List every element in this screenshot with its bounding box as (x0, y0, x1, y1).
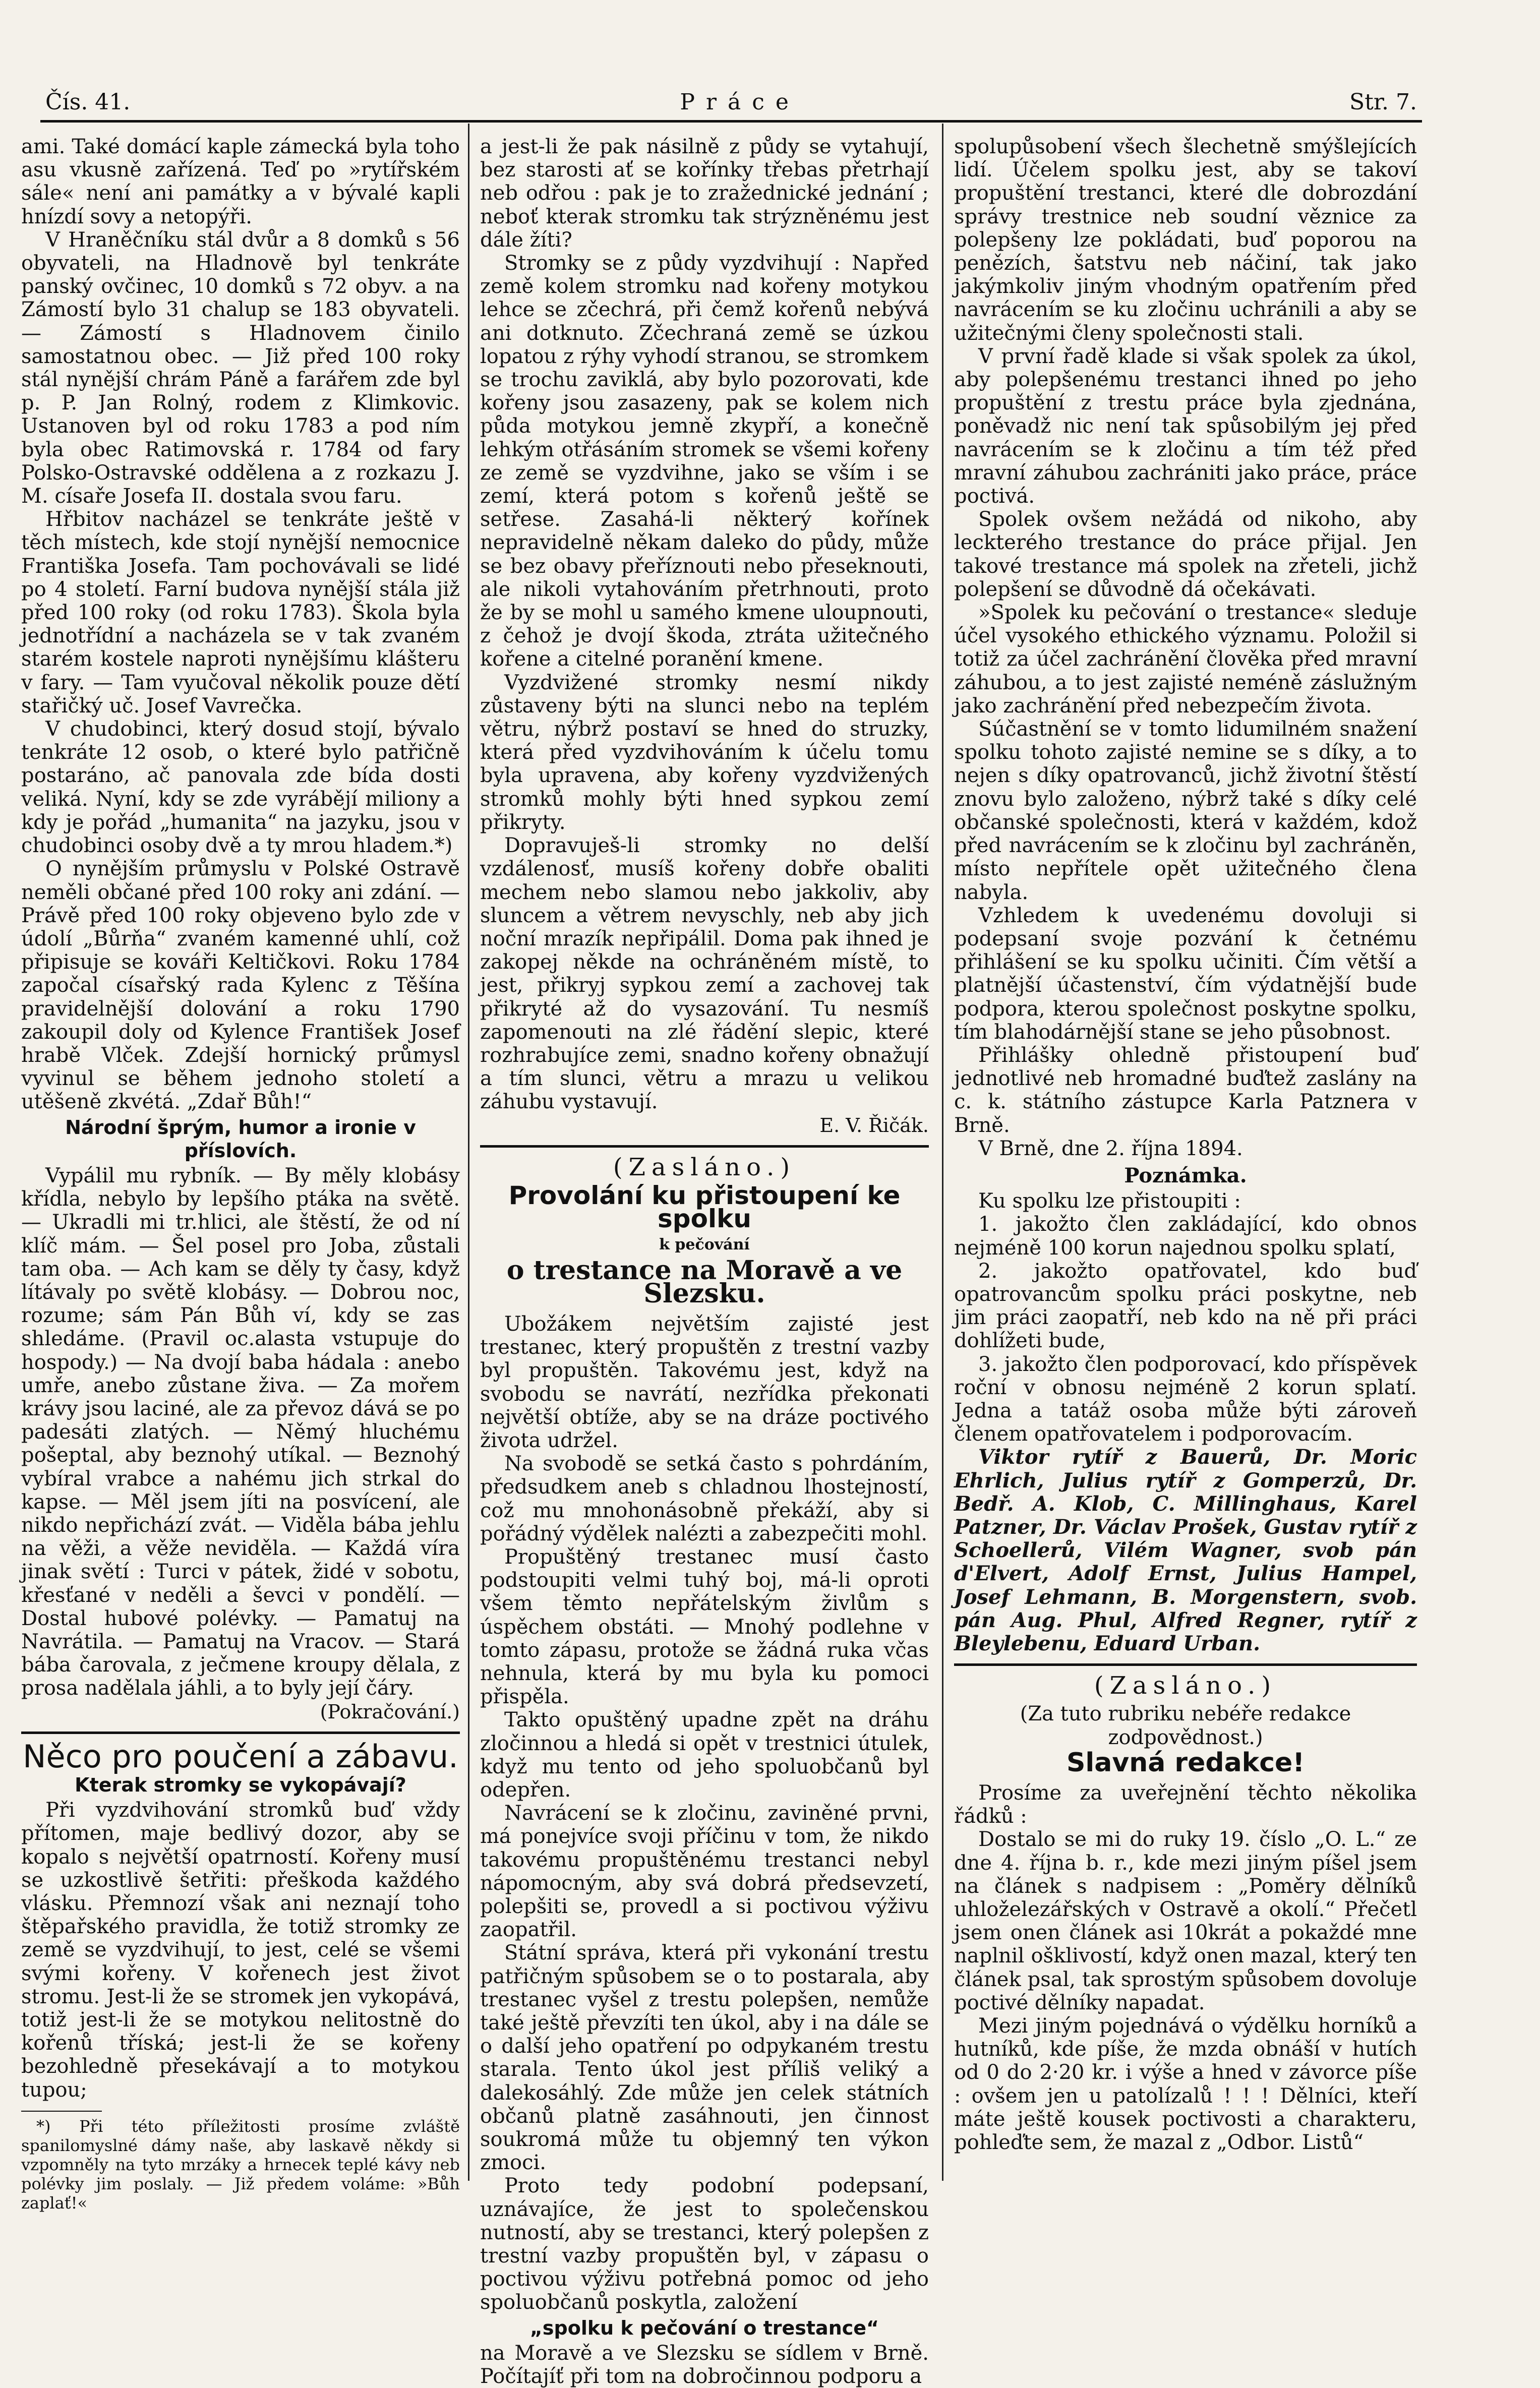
header-rule (40, 120, 1422, 123)
section-rule (480, 1145, 929, 1148)
proclamation-subheading: k pečování (659, 1236, 750, 1254)
paragraph: Státní správa, která při vykonání trestu patřičným spůsobem se o to postarala, aby trestanec vyšel z trestu polepšen, nemůže také ještě převzíti ten úkol, aby i na dále se o další jeho opatření po odpykaném trestu starala. Tento úkol jest příliš veliký a dalekosáhlý. Zde může jen celek státních občanů platně zasáhnouti, jen činnost soukromá může tu objemný ten výkon zmoci. (480, 1941, 929, 2175)
paragraph: Navrácení se k zločinu, zaviněné prvni, má ponejvíce svoji příčinu v tom, že nikdo takovému propuštěnému trestanci nebyl nápomocným, aby svá dobrá předsevzetí, polepšiti se, provedl a si poctivou výživu zaopatřil. (480, 1802, 929, 1942)
note-title: Poznámka. (1124, 1163, 1247, 1187)
author-signature: E. V. Řičák. (819, 1114, 929, 1137)
column-divider-2 (942, 124, 943, 2181)
footnote-text: *) Při této příležitosti prosíme zvláště spanilomyslné dámy naše, aby laskavě někdy si vzpomněly na tyto mrzáky a hrnecek teplé kávy neb polévky jim poslaly. — Již předem voláme: »Bůh zaplať!« (21, 2116, 460, 2213)
issue-number: Čís. 41. (45, 89, 131, 115)
dateline: V Brně, dne 2. října 1894. (978, 1137, 1243, 1160)
zaslano-label: (Zasláno.) (1094, 1671, 1277, 1700)
column-3 (954, 135, 1417, 2172)
note-intro: Ku spolku lze přistoupiti : (978, 1189, 1241, 1213)
society-name: „spolku k pečování o trestance“ (529, 2316, 879, 2339)
paragraph: Hřbitov nacházel se tenkráte ještě v těch místech, kde stojí nynější nemocnice Františka Josefa. Tam pochovávali se lidé po 4 století. Farní budova nynější stála již před 100 roky (od roku 1783). Škola byla jednotřídní a nacházela se v tak zvaném starém kostele naproti nynějšímu klášteru v fary. — Tam vyučoval několik pouze dětí stařičký uč. Josef Vavrečka. (21, 508, 460, 718)
footnote (21, 2117, 460, 2213)
subheading-trees: Kterak stromky se vykopávají? (75, 1774, 406, 1797)
proclamation-heading: Provolání ku přistoupení ke spolku (508, 1180, 901, 1234)
proclamation-heading-2: o trestance na Moravě a ve Slezsku. (506, 1255, 903, 1309)
paragraph: na Moravě a ve Slezsku se sídlem v Brně. Počítajíť při tom na dobročinnou podporu a (480, 2341, 929, 2388)
paragraph: V první řadě klade si však spolek za úkol, aby polepšenému trestanci ihned po jeho propuštění z trestu práce byla zjednána, poněvadž nic není tak spůsobilým jej před navrácením se k zločinu a tím též před mravní záhubou zachrániti jako práce, práce poctivá. (954, 344, 1417, 508)
paragraph: Vypálil mu rybník. — By měly klobásy křídla, nebylo by lepšího ptáka na světě. — Ukradli mi tr.hlici, ale štěstí, že od ní klíč mám. — Šel posel pro Joba, zůstali tam oba. — Ach kam se děly ty časy, když lítávaly po světě klobásy. — Dobrou noc, rozume; sám Pán Bůh ví, kdy se zas shledáme. (Pravil oc.alasta vstupuje do hospody.) — Na dvojí baba hádala : anebo umře, anebo zůstane živa. — Za mořem krávy jsou laciné, ale za převoz dává se po padesáti zlatých. — Němý hluchému pošeptal, aby beznohý utíkal. — Beznohý vybíral vrabce a nahému jich strkal do kapse. — Měl jsem jíti na posvícení, ale nikdo nepřichází zvát. — Viděla bába jehlu na věži, a věže neviděla. — Každá víra jinak světí : Turci v pátek, židé v sobotu, křesťané v neděli a ševci v pondělí. — Dostal hubové polévky. — Pamatuj na Navrátila. — Pamatuj na Vracov. — Stará bába čarovala, z ječmene kroupy dělala, z prosa nadělala jáhli, a to byly její čáry. (21, 1164, 460, 1700)
signatories: Viktor rytíř z Bauerů, Dr. Moric Ehrlich, Julius rytíř z Gomperzů, Dr. Bedř. A. Klob, C. Millinghaus, Karel Patzner, Dr. Václav Prošek, Gustav rytíř z Schoellerů, Vilém Wagner, svob pán d'Elvert, Adolf Ernst, Julius Hampel, Josef Lehmann, B. Morgenstern, svob. pán Aug. Phul, Alfred Regner, rytíř z Bleylebenu, Eduard Urban. (954, 1445, 1417, 1655)
column-1 (21, 135, 460, 2213)
column-2 (480, 135, 929, 2388)
zaslano-label: (Zasláno.) (613, 1153, 796, 1181)
paragraph: Na svobodě se setká často s pohrdáním, předsudkem aneb s chladnou lhostejností, což mu mnohonásobně překáží, aby si pořádný výdělek nalézti a zabezpečiti mohl. (480, 1452, 929, 1545)
paragraph: Stromky se z půdy vyzdvihují : Napřed země kolem stromku nad kořeny motykou lehce se zčechrá, při čemž kořenů nebývá ani dotknuto. Zčechraná země se úzkou lopatou z rýhy vyhodí stranou, se stromkem se trochu zaviklá, aby bylo pozorovati, kde kořeny jsou zasazeny, pak se kolem nich půda motykou jemně zkypří, a konečně lehkým otřásáním stromek se všemi kořeny ze země se vyzdvihne, jako se vším i se zemí, která potom s kořenů ještě se setřese. Zasahá-li některý kořínek nepravidelně někam daleko do půdy, může se bez obavy přeříznouti nebo přeseknouti, ale nikoli vytahováním přetrhnouti, proto že by se mohl u samého kmene uloupnouti, z čehož je dvojí škoda, ztráta užitečného kořene a citelné poranění kmene. (480, 252, 929, 671)
newspaper-title: Práce (680, 89, 800, 115)
paragraph: Prosíme za uveřejnění těchto několika řádků : (954, 1781, 1417, 1828)
membership-item-3: 3. jakožto člen podporovací, kdo příspěvek roční v obnosu nejméně 2 korun splatí. Jedna a tatáž osoba může býti zároveň členem opatřovatelem i podporovacím. (954, 1352, 1417, 1446)
paragraph: Dopravuješ-li stromky no delší vzdálenosť, musíš kořeny dobře obaliti mechem nebo slamou nebo jakkoliv, aby sluncem a větrem nevyschly, neb aby jich noční mrazík nepřipálil. Doma pak ihned je zakopej někde na ochráněném místě, to jest, přikryj sypkou zemí a zachovej tak přikryté až do vysazování. Tu nesmíš zapomenouti na zlé řádění slepic, které rozhrabujíce zemi, snadno kořeny obnažují a tím slunci, větru a mrazu u velikou záhubu vystavují. (480, 834, 929, 1114)
paragraph: Takto opuštěný upadne zpět na dráhu zločinnou a hledá si opět v trestnici útulek, když mu tento od jeho spoluobčanů byl odepřen. (480, 1708, 929, 1802)
paragraph: Mezi jiným pojednává o výdělku horníků a hutníků, kde píše, že mzda obnáší v hutích od 0 do 2·20 kr. i výše a hned v závorce píše : ovšem jen u patolízalů ! ! ! Dělníci, kteří máte ještě kousek poctivosti a charakteru, pohleďte sem, že mazal z „Odbor. Listů“ (954, 2014, 1417, 2155)
paragraph: Vzhledem k uvedenému dovoluji si podepsaní svoje pozvání k četnému přihlášení se ku spolku učiniti. Čím větší a platnější účastenství, čím výdatnější bude podpora, kterou společnost poskytne spolku, tím blahodárnější stane se jeho působnost. (954, 904, 1417, 1044)
paragraph: Vyzdvižené stromky nesmí nikdy zůstaveny býti na slunci nebo na teplém větru, nýbrž postaví se hned do struzky, která před vyzdvihováním k účelu tomu byla upravena, aby kořeny vyzdvižených stromků mohly býti hned sypkou zemí přikryty. (480, 671, 929, 834)
paragraph: Při vyzdvihování stromků buď vždy přítomen, maje bedlivý dozor, aby se kopalo s největší opatrností. Kořeny musí se uzkostlivě šetřiti: přeškoda každého vlásku. Přemnozí však ani neznají toho štěpařského pravidla, že totiž stromky ze země se vyzdvihují, to jest, celé se všemi svými kořeny. V kořenech jest život stromu. Jest-li že se stromek jen vykopává, totiž jest-li že se motykou nelitostně do kořenů tříská; jest-li že se kořeny bezohledně přesekávají a to motykou tupou; (21, 1799, 460, 2102)
footnote-rule (21, 2111, 102, 2112)
paragraph: V Hraněčníku stál dvůr a 8 domků s 56 obyvateli, na Hladnově byl tenkráte panský ovčinec, 10 domků s 72 obyv. a na Zámostí bylo 31 chalup se 183 obyvateli. — Zámostí s Hladnovem činilo samostatnou obec. — Již před 100 roky stál nynější chrám Páně a farářem zde byl p. P. Jan Rolný, rodem z Klimkovic. Ustanoven byl od roku 1783 a pod ním byla obec Ratimovská r. 1784 od fary Polsko-Ostravské oddělena a z rozkazu J. M. císaře Josefa II. dostala svou faru. (21, 228, 460, 508)
paragraph: Spolek ovšem nežádá od nikoho, aby leckterého trestance do práce přijal. Jen takové trestance má spolek na zřeteli, jichž polepšení se důvodně dá očekávati. (954, 508, 1417, 601)
paragraph: »Spolek ku pečování o trestance« sleduje účel vysokého ethického významu. Položil si totiž za účel zachránění člověka před mravní záhubou, a to jest zajisté neméně záslužným jako zachránění před nebezpečím života. (954, 601, 1417, 718)
paragraph: Súčastnění se v tomto lidumilném snažení spolku tohoto zajisté nemine se s díky, a to nejen s díky opatrovanců, jichž životní štěstí znovu bylo založeno, nýbrž také s díky celé občanské společnosti, která v každém, kdož před navrácením se k zločinu byl zachráněn, místo nepřítele opět užitečného člena nabyla. (954, 718, 1417, 904)
paragraph: Dostalo se mi do ruky 19. číslo „O. L.“ ze dne 4. října b. r., kde mezi jiným píšel jsem na článek s nadpisem : „Poměry dělníků uhloželezářských v Ostravě a okolí.“ Přečetl jsem onen článek asi 10krát a pokaždé mne naplnil ošklivostí, když onen mazal, který ten článek psal, tak sprostým spůsobem dovoluje poctivé dělníky napadat. (954, 1828, 1417, 2014)
paragraph: Proto tedy podobní podepsaní, uznávajíce, že jest to společenskou nutností, aby se trestanci, který polepšen z trestní vazby propuštěn byl, v zápasu o poctivou výživu potřebná pomoc od jeho spoluobčanů poskytla, založení (480, 2174, 929, 2314)
membership-item-1: 1. jakožto člen zakládající, kdo obnos nejméně 100 korun najednou spolku splatí, (954, 1213, 1417, 1260)
paragraph: Propuštěný trestanec musí často podstoupiti velmi tuhý boj, má-li oproti všem těmto nepřátelským živlům s úspěchem obstáti. — Mnohý podlehne v tomto zápasu, protože se žádná ruka včas nehnula, která by mu byla ku pomoci přispěla. (480, 1545, 929, 1709)
paragraph: a jest-li že pak násilně z půdy se vytahují, bez starosti ať se kořínky třebas přetrhají neb odřou : pak je to zražednické jednání ; neboť kterak stromku tak strýzněnému jest dále žíti? (480, 135, 929, 252)
subheading-proverbs: Národní šprým, humor a ironie v příslovích. (65, 1116, 416, 1162)
section-title: Něco pro poučení a zábavu. (23, 1738, 458, 1775)
paragraph: Přihlášky ohledně přistoupení buď jednotlivé neb hromadné buďtež zaslány na c. k. státního zástupce Karla Patznera v Brně. (954, 1043, 1417, 1137)
letter-heading: Slavná redakce! (1066, 1747, 1305, 1778)
editorial-disclaimer: (Za tuto rubriku nebéře redakce zodpovědnost.) (1020, 1702, 1351, 1749)
section-rule (21, 1732, 460, 1734)
page-header (45, 85, 1417, 115)
paragraph: spolupůsobení všech šlechetně smýšlejících lidí. Účelem spolku jest, aby se takoví propuštění trestanci, které dle dobrozdání správy trestnice neb soudní věznice za polepšeny lze pokládati, buď poporou na penězích, šatstvu neb náčiní, tak jako jakýmkoliv jiným vhodným opatřením před navrácením se ku zločinu uchránili a aby se užitečnými členy společnosti stali. (954, 135, 1417, 345)
column-divider-1 (468, 124, 469, 2181)
continuation-note: (Pokračování.) (320, 1700, 460, 1723)
paragraph: ami. Také domácí kaple zámecká byla toho asu vkusně zařízená. Teď po »rytířském sále« není ani památky a v bývalé kapli hnízdí sovy a netopýři. (21, 135, 460, 228)
paragraph: O nynějším průmyslu v Polské Ostravě neměli občané před 100 roky ani zdání. — Právě před 100 roky objeveno bylo zde v údolí „Bůrňa“ zvaném kamenné uhlí, což připisuje se kováři Keltičkovi. Roku 1784 započal císařský rada Kylenc z Těšína pravidelnější dolování a roku 1790 zakoupil doly od Kylence František Josef hrabě Vlček. Zdejší hornický průmysl vyvinul se během jednoho století a utěšeně zkvétá. „Zdař Bůh!“ (21, 857, 460, 1114)
membership-item-2: 2. jakožto opatřovatel, kdo buď opatrovancům spolku práci poskytne, neb jim práci zaopatří, neb kdo na ně při práci dohlížeti bude, (954, 1259, 1417, 1353)
section-rule (954, 1663, 1417, 1666)
page-number: Str. 7. (1349, 89, 1417, 115)
paragraph: V chudobinci, který dosud stojí, bývalo tenkráte 12 osob, o které bylo patřičně postaráno, ač panovala zde bída dosti veliká. Nyní, kdy se zde vyrábějí miliony a kdy je pořád „humanita“ na jazyku, jsou v chudobinci osoby dvě a ty mrou hladem.*) (21, 718, 460, 858)
paragraph: Ubožákem největším zajisté jest trestanec, který propuštěn z trestní vazby byl propuštěn. Takovému jest, když na svobodu se navrátí, nezřídka překonati největší obtíže, aby se na dráze poctivého života udržel. (480, 1312, 929, 1452)
